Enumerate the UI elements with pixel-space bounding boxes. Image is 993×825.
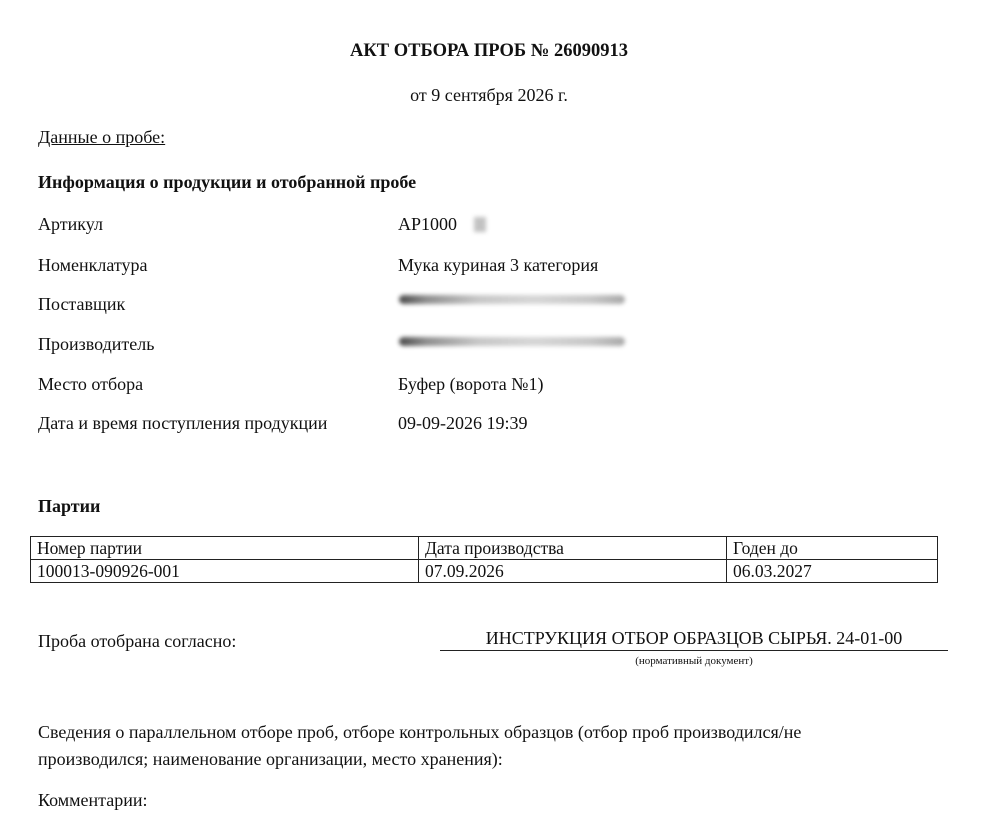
article-value-text: AP1000 — [398, 214, 458, 234]
sampling-basis-caption: (нормативный документ) — [635, 655, 753, 667]
parallel-sampling-line-1: Сведения о параллельном отборе проб, отборе контрольных образцов (отбор проб производился/не — [38, 722, 802, 742]
document-date: от 9 сентября 2026 г. — [410, 85, 568, 105]
field-value-sampling-place: Буфер (ворота №1) — [398, 374, 544, 394]
cell-expiry-date: 06.03.2027 — [727, 560, 938, 583]
column-header-production-date: Дата производства — [419, 537, 727, 560]
batches-heading: Партии — [38, 496, 101, 516]
field-label-nomenclature: Номенклатура — [38, 255, 148, 275]
parallel-sampling-text — [38, 719, 801, 773]
field-value-article — [398, 214, 457, 235]
cell-production-date: 07.09.2026 — [419, 560, 727, 583]
table-row — [31, 560, 938, 583]
table-header-row — [31, 537, 938, 560]
field-value-nomenclature: Мука куриная 3 категория — [398, 255, 599, 275]
comments-label: Комментарии: — [38, 790, 148, 810]
redacted-article-suffix — [474, 217, 486, 232]
cell-batch-number: 100013-090926-001 — [31, 560, 419, 583]
field-label-supplier: Поставщик — [38, 294, 126, 314]
column-header-batch-number: Номер партии — [31, 537, 419, 560]
field-value-arrival-datetime: 09-09-2026 19:39 — [398, 413, 528, 433]
field-label-sampling-place: Место отбора — [38, 374, 144, 394]
column-header-expiry-date: Годен до — [727, 537, 938, 560]
document-title: АКТ ОТБОРА ПРОБ № 26090913 — [350, 41, 628, 61]
product-info-heading: Информация о продукции и отобранной пробе — [38, 172, 417, 192]
sample-data-link[interactable]: Данные о пробе: — [38, 127, 166, 147]
redacted-supplier — [399, 295, 625, 304]
parallel-sampling-line-2: производился; наименование организации, место хранения): — [38, 749, 503, 769]
sampling-basis-value: ИНСТРУКЦИЯ ОТБОР ОБРАЗЦОВ СЫРЬЯ. 24-01-00 — [440, 628, 948, 651]
field-label-article: Артикул — [38, 214, 103, 234]
sampling-basis-label: Проба отобрана согласно: — [38, 631, 237, 651]
redacted-manufacturer — [399, 337, 625, 346]
field-label-arrival-datetime: Дата и время поступления продукции — [38, 413, 328, 433]
field-label-manufacturer: Производитель — [38, 334, 155, 354]
batches-table — [30, 536, 938, 583]
